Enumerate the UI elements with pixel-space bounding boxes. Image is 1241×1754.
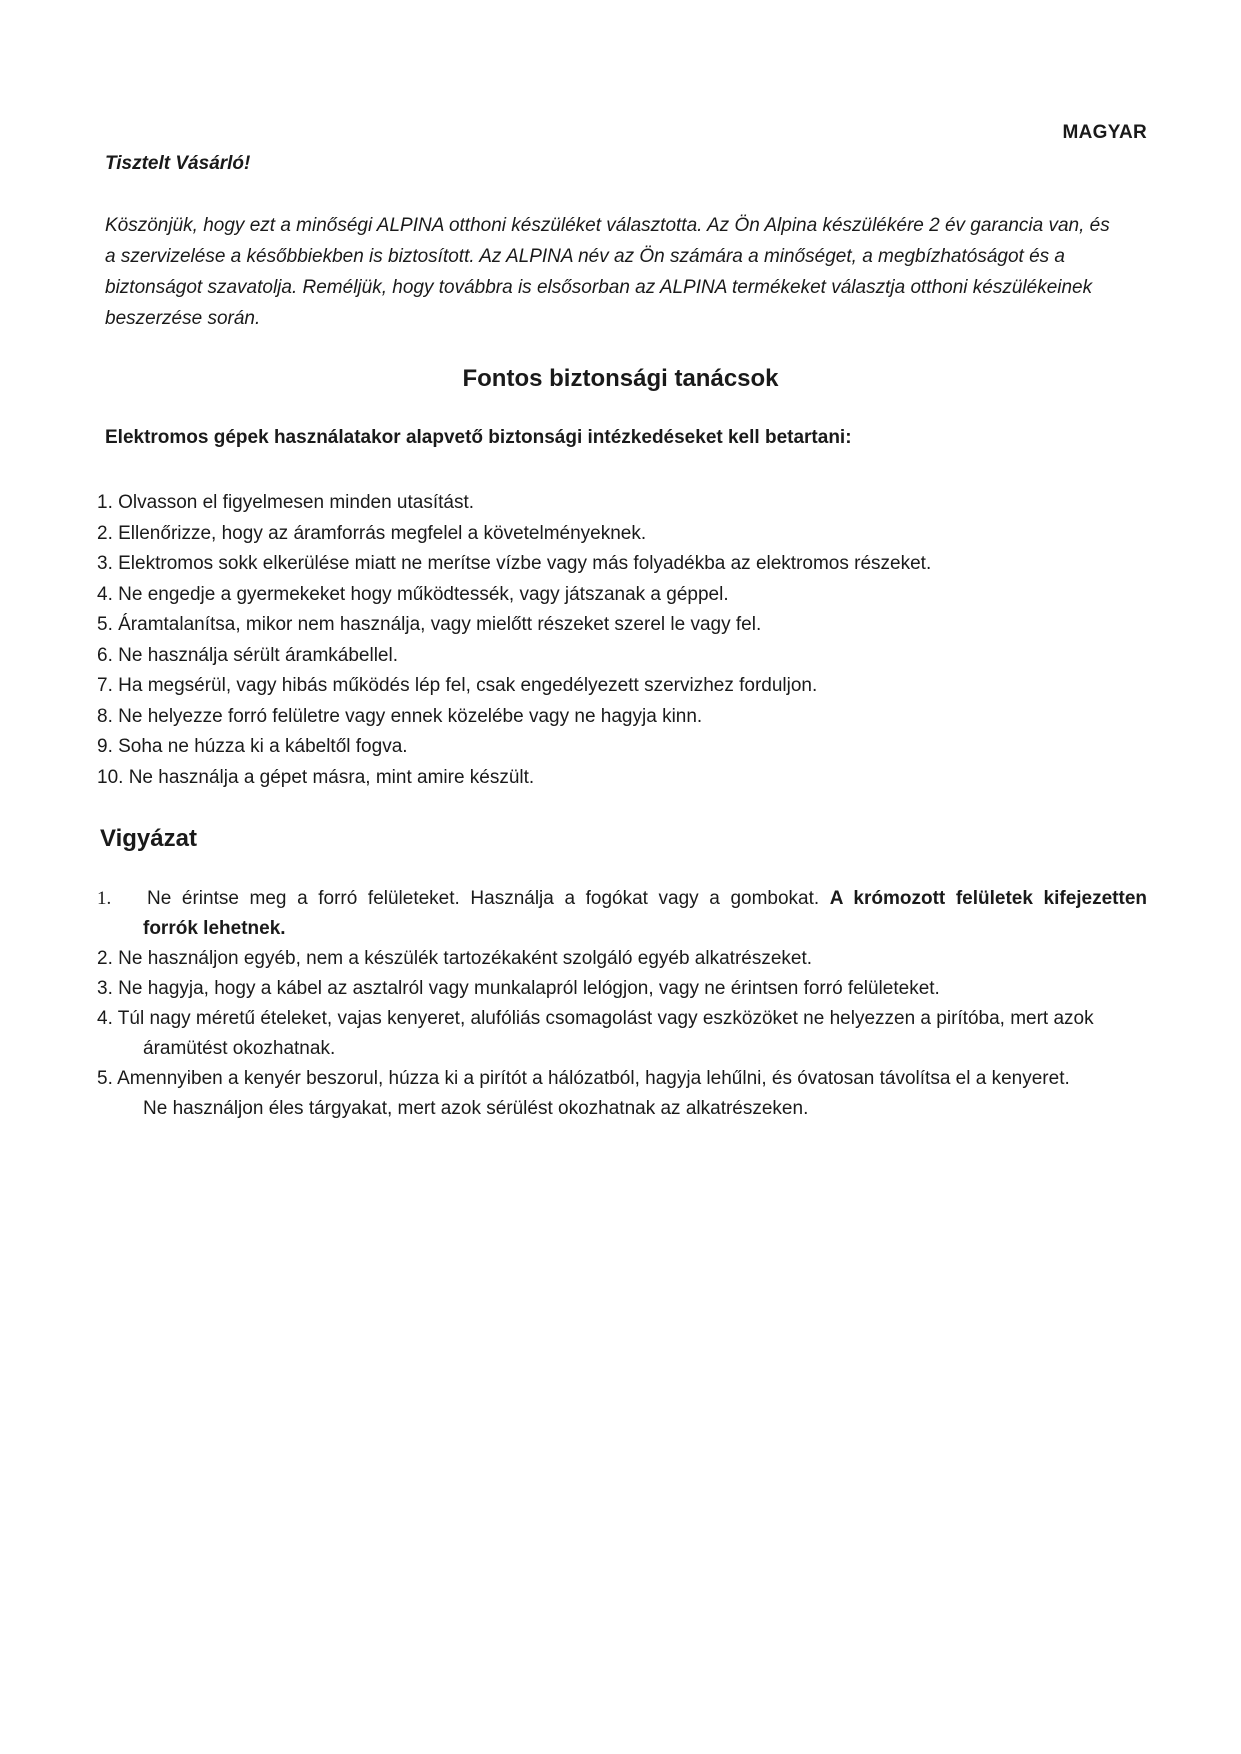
list-item: 10. Ne használja a gépet másra, mint amire készült. [97, 766, 535, 788]
warning-item-5 [97, 1064, 1147, 1124]
warning-item-1-text: Ne érintse meg a forró felületeket. Használja a fogókat vagy a gombokat. [147, 888, 820, 909]
warning-list [97, 884, 1147, 1124]
warning-item-1-bold: A krómozott felületek kifejezetten [829, 888, 1147, 909]
list-item: 8. Ne helyezze forró felületre vagy ennek közelébe vagy ne hagyja kinn. [97, 705, 703, 727]
language-label: MAGYAR [1062, 122, 1147, 143]
intro-paragraph [105, 210, 1155, 334]
warning-item-number: 1. [97, 888, 112, 909]
intro-line: Köszönjük, hogy ezt a minőségi ALPINA otthoni készüléket választotta. Az Ön Alpina készülékére 2 év garancia van, és [105, 215, 1110, 236]
warning-item-5-line1: 5. Amennyiben a kenyér beszorul, húzza ki a pirítót a hálózatból, hagyja lehűlni, és óvatosan távolítsa el a kenyeret. [97, 1068, 1070, 1089]
list-item: 3. Elektromos sokk elkerülése miatt ne merítse vízbe vagy más folyadékba az elektromos részeket. [97, 553, 932, 574]
warning-item-1 [97, 884, 1147, 944]
warning-item-1-text-wrap [147, 884, 1147, 914]
list-item: 4. Ne engedje a gyermekeket hogy működtessék, vagy játszanak a géppel. [97, 583, 729, 605]
list-item: 6. Ne használja sérült áramkábellel. [97, 644, 398, 666]
warning-item-4 [97, 1004, 1147, 1064]
list-item: 7. Ha megsérül, vagy hibás működés lép fel, csak engedélyezett szervizhez forduljon. [97, 675, 818, 696]
list-item: 3. Ne hagyja, hogy a kábel az asztalról vagy munkalapról lelógjon, vagy ne érintsen forró felületeket. [97, 978, 940, 999]
warning-item-4-line1: 4. Túl nagy méretű ételeket, vajas kenyeret, alufóliás csomagolást vagy eszközöket ne helyezzen a pirítóba, mert azok [97, 1008, 1094, 1029]
safety-title: Fontos biztonsági tanácsok [462, 365, 779, 392]
warning-heading: Vigyázat [100, 825, 197, 852]
warning-item-5-line2: Ne használjon éles tárgyakat, mert azok sérülést okozhatnak az alkatrészeken. [143, 1098, 809, 1119]
list-item: 2. Ellenőrizze, hogy az áramforrás megfelel a követelményeknek. [97, 522, 647, 544]
safety-list [97, 488, 931, 793]
warning-item-1-line [97, 884, 1147, 914]
list-item: 5. Áramtalanítsa, mikor nem használja, vagy mielőtt részeket szerel le vagy fel. [97, 614, 762, 635]
greeting: Tisztelt Vásárló! [105, 153, 251, 174]
intro-line: a szervizelése a későbbiekben is biztosított. Az ALPINA név az Ön számára a minőséget, a megbízhatóságot és a [105, 246, 1066, 267]
list-item: 1. Olvasson el figyelmesen minden utasítást. [97, 492, 475, 513]
warning-item-1-continuation [97, 914, 1147, 944]
intro-line: biztonságot szavatolja. Reméljük, hogy továbbra is elsősorban az ALPINA termékeket választja otthoni készülékeinek [105, 277, 1093, 298]
list-item: 2. Ne használjon egyéb, nem a készülék tartozékaként szolgáló egyéb alkatrészeket. [97, 948, 813, 969]
safety-subtitle: Elektromos gépek használatakor alapvető biztonsági intézkedéseket kell betartani: [105, 427, 852, 448]
warning-item-1-bold-cont: forrók lehetnek. [143, 918, 286, 939]
warning-item-4-line2: áramütést okozhatnak. [143, 1038, 336, 1059]
list-item: 9. Soha ne húzza ki a kábeltől fogva. [97, 736, 408, 757]
intro-line: beszerzése során. [105, 308, 261, 329]
